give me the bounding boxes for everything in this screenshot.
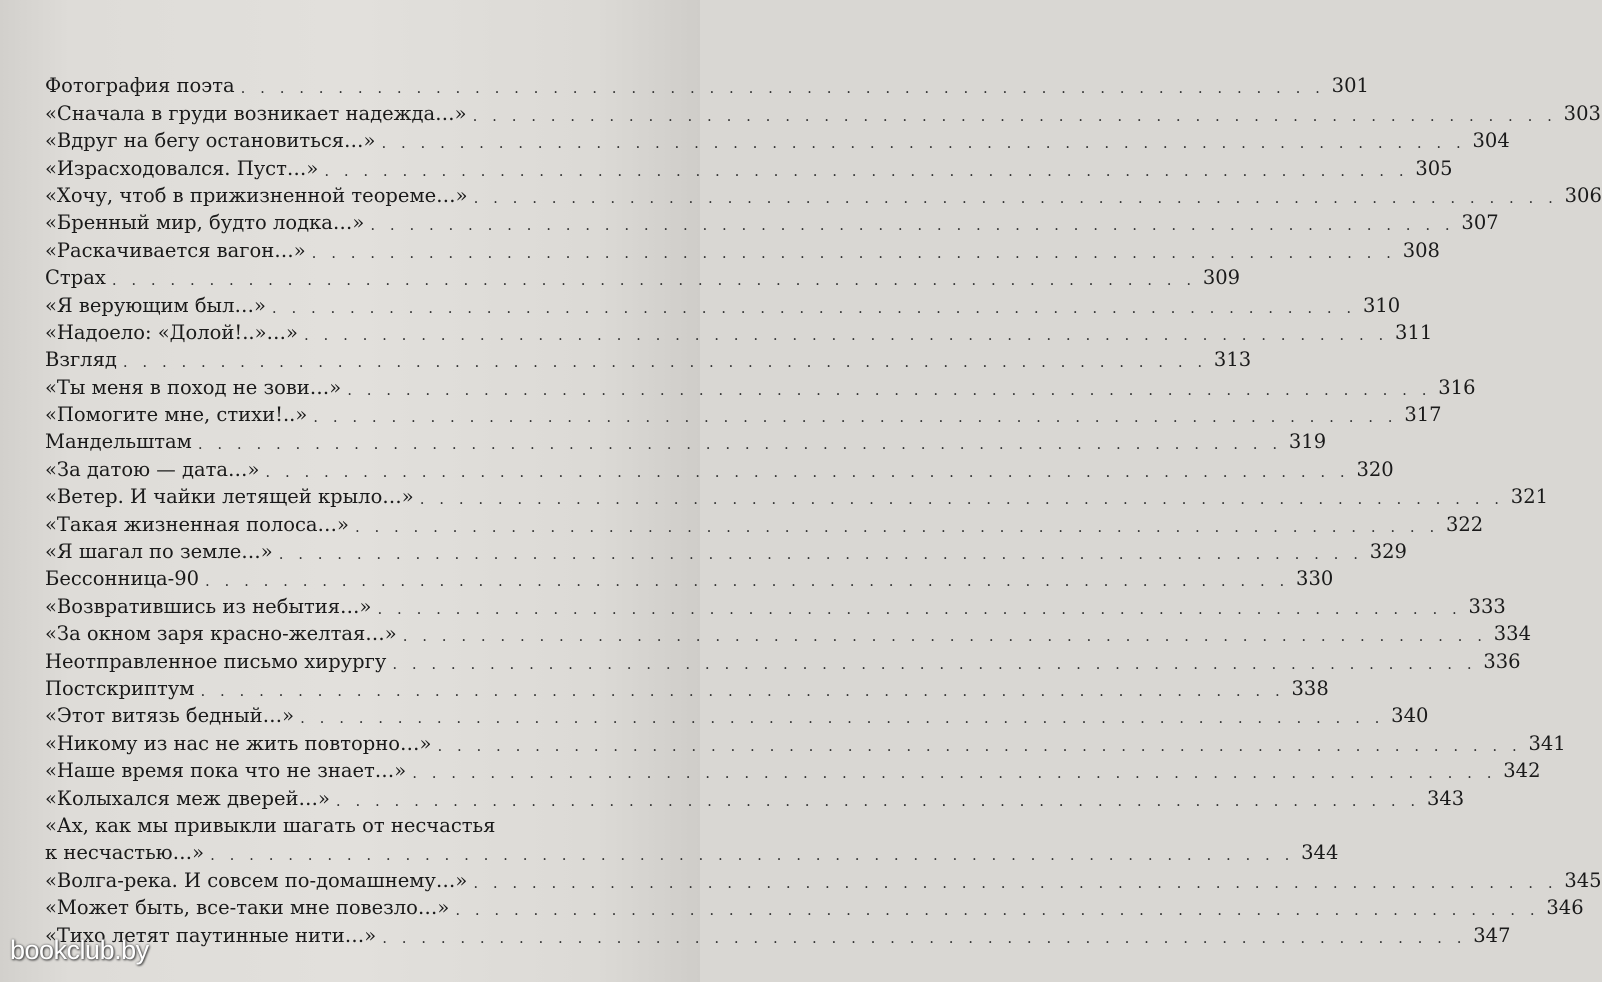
toc-entry-page-number: 310: [1362, 293, 1401, 317]
toc-entry-leader-dots: . . . . . . . . . . . . . . . . . . . . . . . . . . . . . . . . . . . . . . . . . . . . . . . . . . . . . . . .: [381, 134, 1466, 153]
toc-entry-page-number: 303: [1563, 101, 1601, 125]
toc-entry: [45, 510, 1484, 537]
toc-entry: [45, 455, 1394, 482]
toc-entry-leader-dots: . . . . . . . . . . . . . . . . . . . . . . . . . . . . . . . . . . . . . . . . . . . . . . . . . . . . . . . .: [313, 408, 1398, 427]
toc-entry: [45, 812, 605, 839]
toc-entry-page-number: 309: [1202, 266, 1241, 290]
toc-entry-title: Фотография поэта: [45, 74, 235, 98]
toc-entry: [45, 538, 1407, 565]
toc-entry: [45, 99, 1601, 126]
toc-entry-leader-dots: . . . . . . . . . . . . . . . . . . . . . . . . . . . . . . . . . . . . . . . . . . . . . . . . . . . . . . . .: [354, 517, 1440, 536]
toc-entry-title: «Я верующим был…»: [45, 293, 266, 317]
toc-entry: [45, 291, 1401, 318]
toc-entry: [45, 127, 1510, 154]
toc-entry-leader-dots: . . . . . . . . . . . . . . . . . . . . . . . . . . . . . . . . . . . . . . . . . . . . . . . . . . . . . . . .: [311, 243, 1396, 262]
toc-entry: [45, 236, 1440, 263]
toc-entry-title: «Вдруг на бегу остановиться…»: [45, 129, 376, 153]
toc-entry-title: Постскриптум: [45, 676, 195, 700]
toc-entry-leader-dots: . . . . . . . . . . . . . . . . . . . . . . . . . . . . . . . . . . . . . . . . . . . . . . . . . . . . . . . .: [197, 435, 1283, 454]
toc-entry-page-number: 341: [1528, 731, 1566, 755]
toc-entry-title: «Ах, как мы привыкли шагать от несчастья: [45, 813, 496, 837]
toc-entry-leader-dots: . . . . . . . . . . . . . . . . . . . . . . . . . . . . . . . . . . . . . . . . . . . . . . . . . . . . . . . .: [377, 599, 1462, 618]
toc-entry-leader-dots: . . . . . . . . . . . . . . . . . . . . . . . . . . . . . . . . . . . . . . . . . . . . . . . . . . . . . . . .: [412, 764, 1497, 783]
toc-entry-page-number: 304: [1472, 129, 1510, 153]
toc-entry: [45, 346, 1252, 373]
toc-entry-title: Бессонница-90: [45, 567, 200, 591]
toc-entry-title: к несчастью…»: [45, 841, 205, 865]
toc-entry: [45, 401, 1442, 428]
toc-entry-page-number: 334: [1493, 622, 1531, 646]
toc-entry-leader-dots: . . . . . . . . . . . . . . . . . . . . . . . . . . . . . . . . . . . . . . . . . . . . . . . . . . . . . . . .: [304, 325, 1389, 344]
toc-entry-leader-dots: . . . . . . . . . . . . . . . . . . . . . . . . . . . . . . . . . . . . . . . . . . . . . . . . . . . . . . . .: [472, 106, 1557, 125]
toc-entry-title: «Ты меня в поход не зови…»: [45, 375, 342, 399]
toc-entry-page-number: 316: [1438, 375, 1476, 399]
toc-entry: [45, 428, 1327, 455]
toc-entry-title: «Никому из нас не жить повторно…»: [45, 731, 432, 755]
toc-entry-leader-dots: . . . . . . . . . . . . . . . . . . . . . . . . . . . . . . . . . . . . . . . . . . . . . . . . . . . . . . . .: [370, 216, 1455, 235]
toc-entry: [45, 592, 1506, 619]
toc-entry: [45, 209, 1499, 236]
toc-entry: [45, 565, 1334, 592]
toc-entry-title: «Сначала в груди возникает надежда…»: [45, 101, 467, 125]
toc-entry-page-number: 336: [1483, 649, 1521, 673]
toc-entry-title: «Я шагал по земле…»: [45, 540, 273, 564]
toc-entry-page-number: 307: [1461, 211, 1499, 235]
toc-entry: [45, 373, 1476, 400]
toc-entry-page-number: 344: [1301, 841, 1339, 865]
toc-entry-page-number: 329: [1369, 540, 1407, 564]
toc-entry-page-number: 343: [1426, 786, 1465, 810]
toc-entry-page-number: 306: [1564, 183, 1602, 207]
watermark: bookclub.by: [10, 935, 149, 965]
toc-entry-page-number: 346: [1546, 896, 1584, 920]
toc-entry-leader-dots: . . . . . . . . . . . . . . . . . . . . . . . . . . . . . . . . . . . . . . . . . . . . . . . . . . . . . . . .: [382, 928, 1467, 947]
toc-entry: [45, 757, 1541, 784]
toc-entry: [45, 72, 1369, 99]
toc-entry: [45, 784, 1465, 811]
toc-entry-title: «Бренный мир, будто лодка…»: [45, 211, 365, 235]
toc-entry: [45, 729, 1566, 756]
toc-entry-page-number: 321: [1510, 485, 1549, 509]
toc-entry: [45, 620, 1531, 647]
toc-entry-page-number: 317: [1404, 403, 1442, 427]
toc-entry-title: Страх: [45, 266, 106, 290]
toc-entry-title: «За окном заря красно-желтая…»: [45, 622, 397, 646]
toc-entry-leader-dots: . . . . . . . . . . . . . . . . . . . . . . . . . . . . . . . . . . . . . . . . . . . . . . . . . . . . . . . .: [402, 627, 1487, 646]
toc-entry-leader-dots: . . . . . . . . . . . . . . . . . . . . . . . . . . . . . . . . . . . . . . . . . . . . . . . . . . . . . . . .: [324, 161, 1409, 180]
toc-entry: [45, 483, 1549, 510]
toc-entry: [45, 182, 1602, 209]
toc-entry-page-number: 313: [1213, 348, 1252, 372]
toc-entry-leader-dots: . . . . . . . . . . . . . . . . . . . . . . . . . . . . . . . . . . . . . . . . . . . . . . . . . . . . . . . .: [392, 654, 1477, 673]
toc-entry-title: «Тихо летят паутинные нити…»: [45, 923, 377, 947]
toc-entry: [45, 839, 1339, 866]
toc-entry: [45, 154, 1453, 181]
toc-entry-page-number: 319: [1288, 430, 1327, 454]
toc-entry-leader-dots: . . . . . . . . . . . . . . . . . . . . . . . . . . . . . . . . . . . . . . . . . . . . . . . . . . . . . . . .: [278, 545, 1363, 564]
toc-entry-leader-dots: . . . . . . . . . . . . . . . . . . . . . . . . . . . . . . . . . . . . . . . . . . . . . . . . . . . . . . . .: [111, 271, 1197, 290]
toc-entry-title: «Израсходовался. Пуст…»: [45, 156, 319, 180]
toc-entry-leader-dots: . . . . . . . . . . . . . . . . . . . . . . . . . . . . . . . . . . . . . . . . . . . . . . . . . . . . . . . .: [200, 681, 1285, 700]
toc-entry-title: «Колыхался меж дверей…»: [45, 786, 330, 810]
toc-entry-page-number: 338: [1291, 676, 1329, 700]
toc-entry-page-number: 322: [1445, 512, 1484, 536]
toc-entry-leader-dots: . . . . . . . . . . . . . . . . . . . . . . . . . . . . . . . . . . . . . . . . . . . . . . . . . . . . . . . .: [300, 709, 1385, 728]
toc-entry-leader-dots: . . . . . . . . . . . . . . . . . . . . . . . . . . . . . . . . . . . . . . . . . . . . . . . . . . . . . . . .: [437, 736, 1522, 755]
toc-entry-title: «Волга-река. И совсем по-домашнему…»: [45, 868, 468, 892]
toc-entry-leader-dots: . . . . . . . . . . . . . . . . . . . . . . . . . . . . . . . . . . . . . . . . . . . . . . . . . . . . . . . .: [335, 791, 1421, 810]
table-of-contents: [45, 72, 1602, 949]
toc-entry-title: Неотправленное письмо хирургу: [45, 649, 387, 673]
toc-entry: [45, 702, 1429, 729]
toc-entry-title: «Хочу, чтоб в прижизненной теореме…»: [45, 183, 468, 207]
toc-entry-leader-dots: . . . . . . . . . . . . . . . . . . . . . . . . . . . . . . . . . . . . . . . . . . . . . . . . . . . . . . . .: [122, 353, 1208, 372]
toc-entry-title: «Возвратившись из небытия…»: [45, 594, 372, 618]
toc-entry-page-number: 330: [1296, 567, 1334, 591]
toc-entry-title: «Помогите мне, стихи!..»: [45, 403, 308, 427]
toc-entry-title: «Может быть, все-таки мне повезло…»: [45, 896, 450, 920]
toc-entry-page-number: 333: [1468, 594, 1506, 618]
toc-entry-title: «Раскачивается вагон…»: [45, 238, 306, 262]
toc-entry-page-number: 320: [1356, 457, 1394, 481]
toc-entry-leader-dots: . . . . . . . . . . . . . . . . . . . . . . . . . . . . . . . . . . . . . . . . . . . . . . . . . . . . . . . .: [210, 846, 1295, 865]
toc-entry: [45, 866, 1602, 893]
toc-entry-page-number: 345: [1564, 868, 1602, 892]
toc-entry: [45, 319, 1433, 346]
toc-entry: [45, 264, 1241, 291]
toc-entry: [45, 675, 1329, 702]
toc-entry-title: «Этот витязь бедный…»: [45, 704, 295, 728]
toc-entry-page-number: 301: [1331, 74, 1369, 98]
toc-entry: [45, 647, 1521, 674]
toc-entry-title: «Такая жизненная полоса…»: [45, 512, 349, 536]
toc-entry-title: Мандельштам: [45, 430, 192, 454]
toc-entry-title: «За датою — дата…»: [45, 457, 260, 481]
toc-entry-leader-dots: . . . . . . . . . . . . . . . . . . . . . . . . . . . . . . . . . . . . . . . . . . . . . . . . . . . . . . . .: [347, 380, 1432, 399]
toc-entry-page-number: 342: [1503, 759, 1541, 783]
toc-entry-leader-dots: . . . . . . . . . . . . . . . . . . . . . . . . . . . . . . . . . . . . . . . . . . . . . . . . . . . . . . . .: [455, 901, 1540, 920]
toc-entry-title: Взгляд: [45, 348, 117, 372]
toc-entry-leader-dots: . . . . . . . . . . . . . . . . . . . . . . . . . . . . . . . . . . . . . . . . . . . . . . . . . . . . . . . .: [419, 490, 1505, 509]
toc-entry-title: «Ветер. И чайки летящей крыло…»: [45, 485, 414, 509]
toc-entry-leader-dots: . . . . . . . . . . . . . . . . . . . . . . . . . . . . . . . . . . . . . . . . . . . . . . . . . . . . . . . .: [271, 298, 1357, 317]
toc-entry-leader-dots: . . . . . . . . . . . . . . . . . . . . . . . . . . . . . . . . . . . . . . . . . . . . . . . . . . . . . . . .: [473, 188, 1558, 207]
toc-entry: [45, 894, 1584, 921]
toc-entry-page-number: 305: [1415, 156, 1453, 180]
toc-entry-leader-dots: . . . . . . . . . . . . . . . . . . . . . . . . . . . . . . . . . . . . . . . . . . . . . . . . . . . . . . . .: [473, 873, 1558, 892]
toc-entry-page-number: 308: [1402, 238, 1440, 262]
toc-entry-title: «Надоело: «Долой!..»…»: [45, 320, 298, 344]
toc-entry-page-number: 347: [1473, 923, 1511, 947]
toc-entry-leader-dots: . . . . . . . . . . . . . . . . . . . . . . . . . . . . . . . . . . . . . . . . . . . . . . . . . . . . . . . .: [205, 572, 1290, 591]
toc-entry-leader-dots: . . . . . . . . . . . . . . . . . . . . . . . . . . . . . . . . . . . . . . . . . . . . . . . . . . . . . . . .: [240, 79, 1325, 98]
toc-entry-page-number: 340: [1391, 704, 1429, 728]
toc-entry-title: «Наше время пока что не знает…»: [45, 759, 407, 783]
toc-entry-leader-dots: . . . . . . . . . . . . . . . . . . . . . . . . . . . . . . . . . . . . . . . . . . . . . . . . . . . . . . . .: [265, 462, 1350, 481]
toc-entry-page-number: 311: [1395, 320, 1433, 344]
